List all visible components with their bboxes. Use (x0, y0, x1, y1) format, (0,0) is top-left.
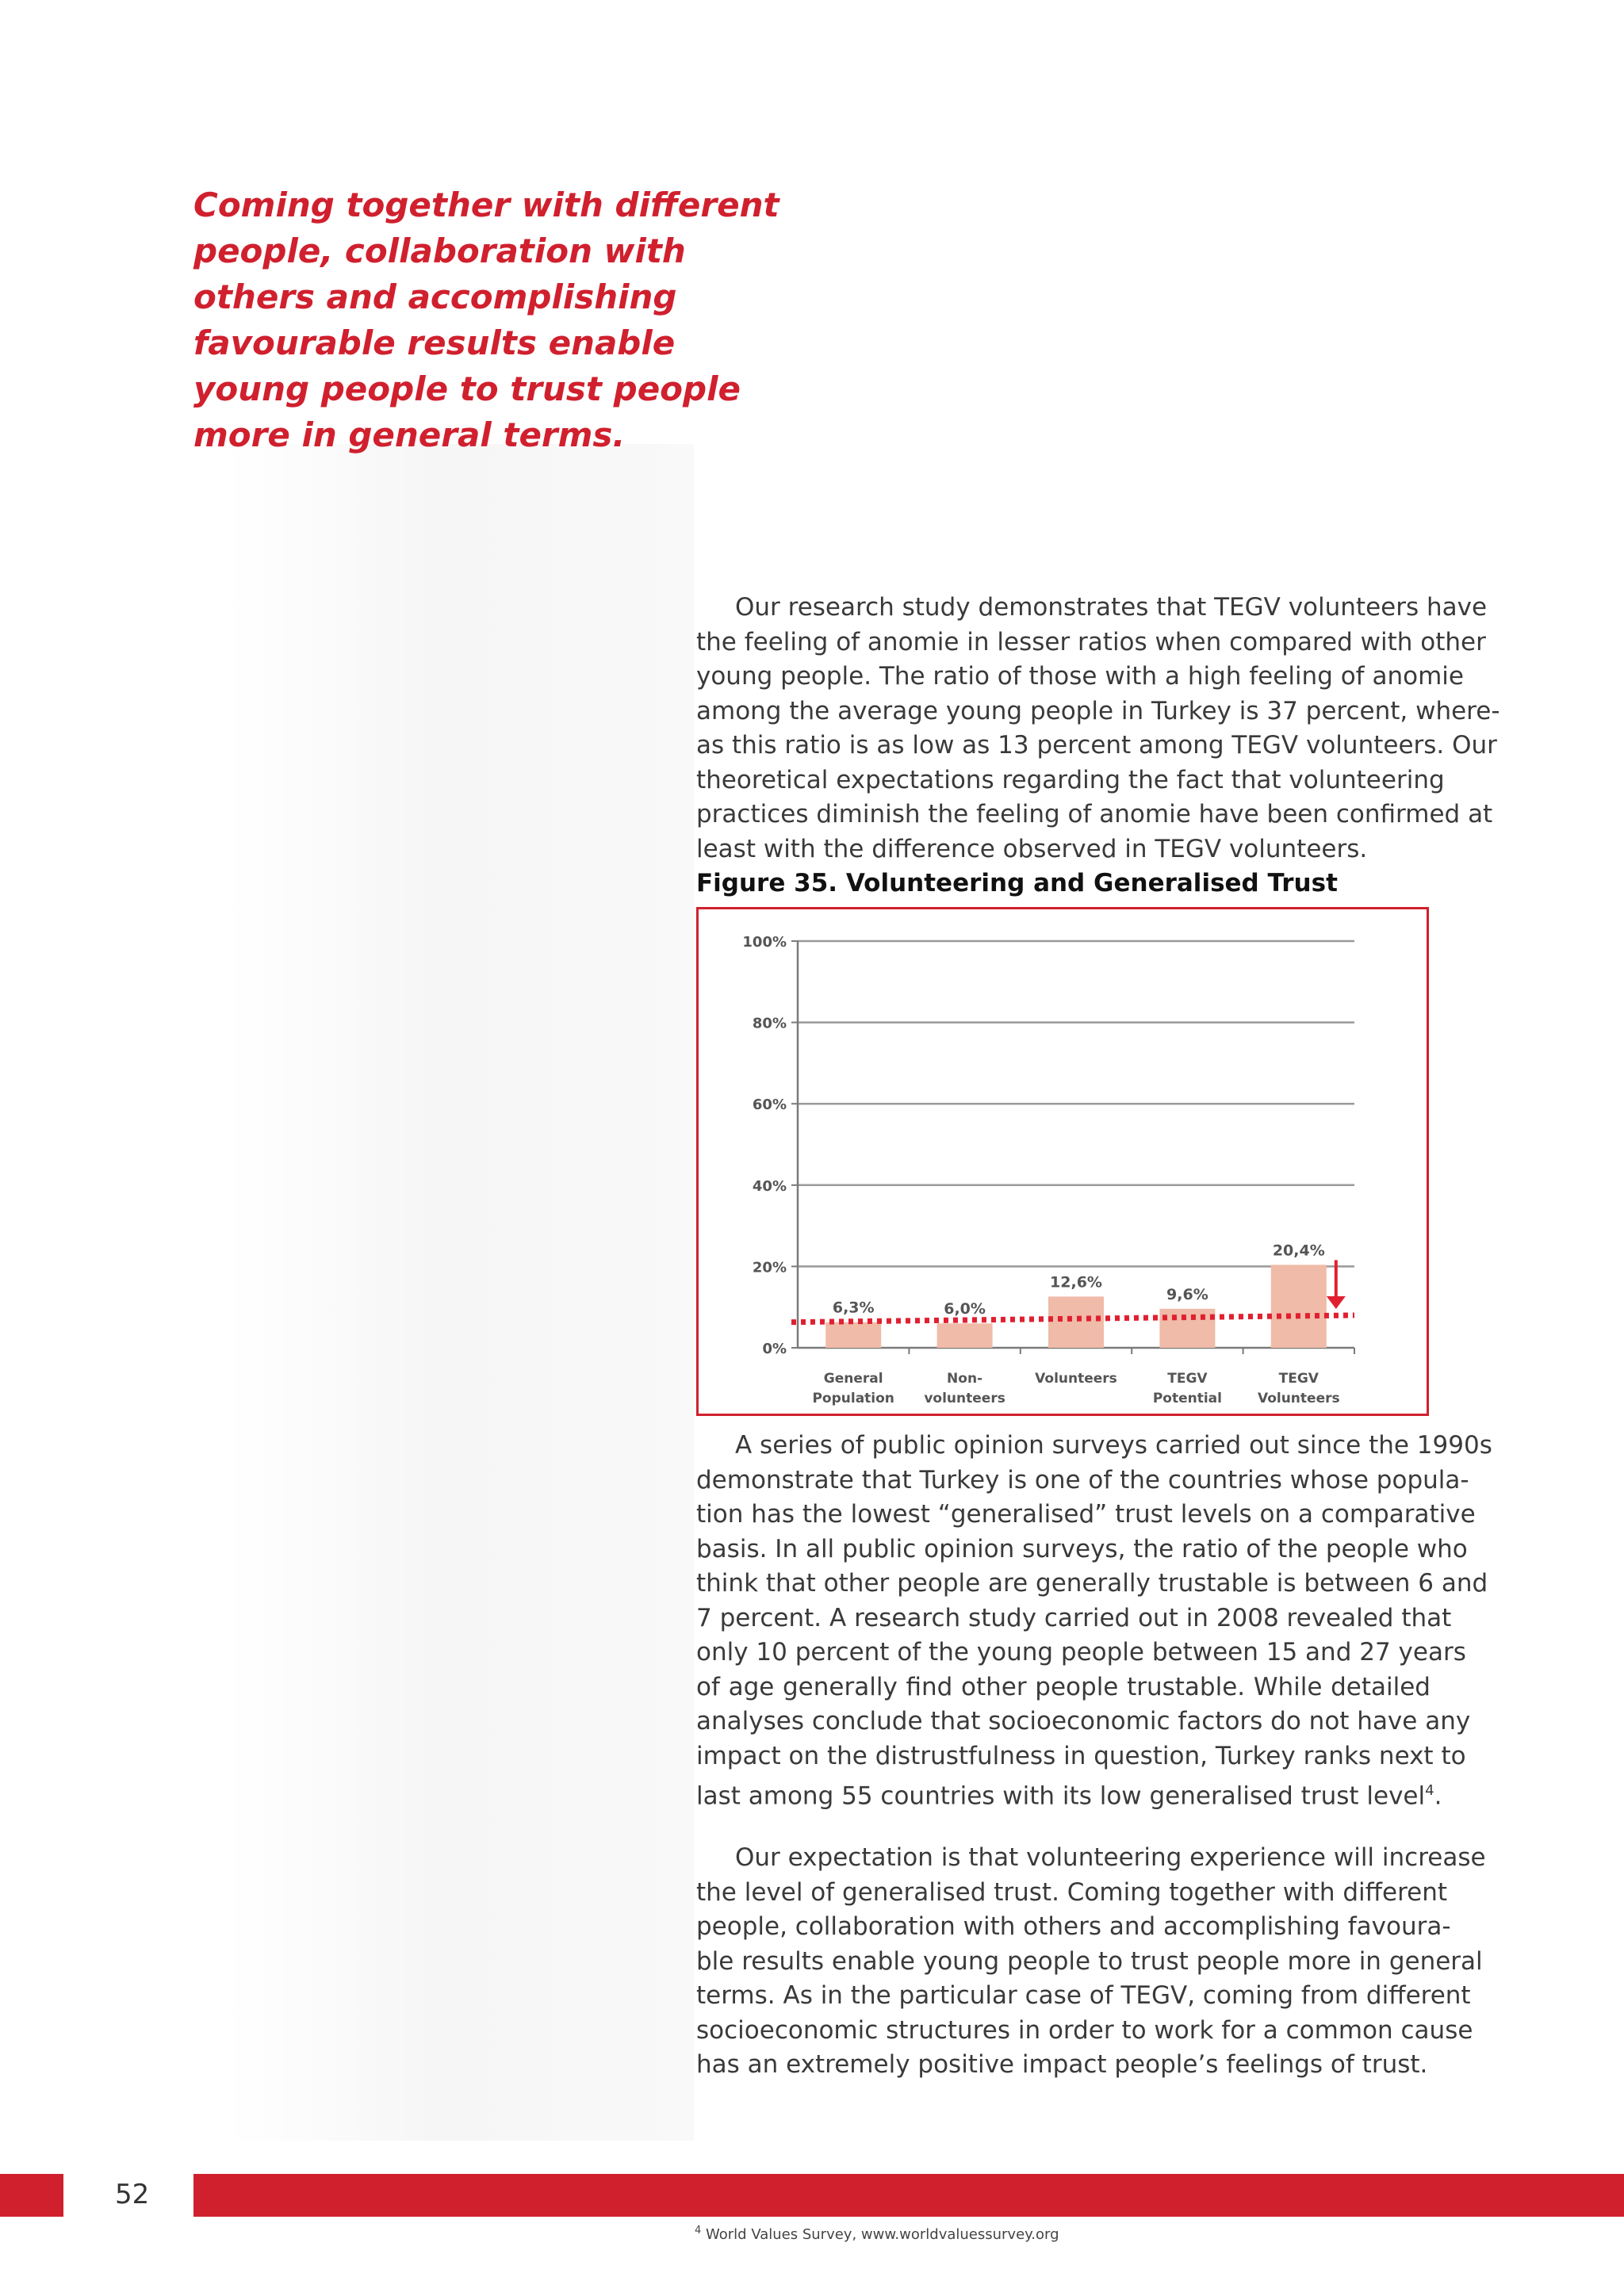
footer-bar-left (0, 2174, 63, 2217)
x-tick-label: TEGV (1278, 1371, 1319, 1387)
footnote-text: World Values Survey, www.worldvaluessurvey.org (706, 2226, 1059, 2243)
page-number: 52 (115, 2179, 150, 2210)
pull-quote-line: more in general terms. (193, 415, 626, 454)
text-line: impact on the distrustfulness in question, Turkey ranks next to (696, 1741, 1466, 1770)
figure-title: Figure 35. Volunteering and Generalised Trust (696, 869, 1338, 897)
text-fragment: last among 55 countries with its low generalised trust level (696, 1781, 1426, 1811)
arrow-down-icon (1327, 1296, 1346, 1309)
text-line: theoretical expectations regarding the fact that volunteering (696, 765, 1445, 794)
text-line: the feeling of anomie in lesser ratios when compared with other (696, 627, 1486, 656)
text-line: the level of generalised trust. Coming together with different (696, 1877, 1448, 1907)
text-line: has an extremely positive impact people’s feelings of trust. (696, 2050, 1428, 2079)
x-tick-label: Non- (947, 1371, 983, 1387)
bar (825, 1322, 881, 1348)
footer-bar-right (193, 2174, 1624, 2217)
data-label: 6,0% (944, 1300, 986, 1318)
body-paragraph-1 (696, 591, 1500, 867)
text-line: socioeconomic structures in order to work for a common cause (696, 2015, 1473, 2045)
sentence-end: . (1434, 1781, 1442, 1811)
x-tick-label: Potential (1152, 1391, 1222, 1406)
text-line: Our expectation is that volunteering experience will increase (735, 1843, 1486, 1872)
data-label: 20,4% (1272, 1242, 1325, 1260)
pull-quote-line: favourable results enable (193, 323, 676, 362)
pull-quote-line: people, collaboration with (193, 232, 686, 270)
footnote (695, 2225, 1059, 2243)
text-line: people, collaboration with others and accomplishing favoura- (696, 1912, 1451, 1941)
pull-quote-line: others and accomplishing (193, 277, 677, 316)
body-paragraph-2 (696, 1429, 1492, 1814)
y-tick-label: 0% (762, 1341, 787, 1357)
text-line: demonstrate that Turkey is one of the countries whose popula- (696, 1465, 1469, 1494)
pull-quote (193, 182, 779, 458)
data-label: 9,6% (1166, 1285, 1208, 1303)
text-line-with-footnote (696, 1774, 1442, 1814)
x-tick-label: volunteers (924, 1391, 1005, 1406)
pull-quote-line: young people to trust people (193, 369, 741, 408)
y-tick-label: 80% (752, 1015, 787, 1032)
text-line: only 10 percent of the young people between 15 and 27 years (696, 1638, 1466, 1667)
y-tick-label: 60% (752, 1096, 787, 1114)
x-tick-label: Volunteers (1035, 1371, 1117, 1387)
text-line: 7 percent. A research study carried out in 2008 revealed that (696, 1603, 1452, 1632)
text-line: think that other people are generally trustable is between 6 and (696, 1569, 1488, 1598)
footnote-reference[interactable]: 4 (1425, 1782, 1434, 1799)
data-label: 6,3% (832, 1299, 875, 1317)
x-tick-label: General (823, 1371, 883, 1387)
text-line: Our research study demonstrates that TEGV volunteers have (735, 593, 1488, 622)
text-line: analyses conclude that socioeconomic factors do not have any (696, 1707, 1471, 1735)
bar (1271, 1265, 1327, 1348)
text-line: of age generally find other people trustable. While detailed (696, 1672, 1431, 1701)
bar (1159, 1309, 1215, 1348)
text-line: among the average young people in Turkey is 37 percent, where- (696, 696, 1500, 725)
y-tick-label: 20% (752, 1259, 787, 1276)
x-tick-label: Population (812, 1391, 894, 1406)
footnote-mark: 4 (695, 2225, 702, 2237)
body-paragraph-3 (696, 1841, 1486, 2083)
x-tick-label: TEGV (1167, 1371, 1208, 1387)
text-line: basis. In all public opinion surveys, the ratio of the people who (696, 1534, 1468, 1563)
y-tick-label: 40% (752, 1177, 787, 1195)
text-line: least with the difference observed in TEGV volunteers. (696, 834, 1368, 863)
bar (1048, 1296, 1104, 1348)
text-line: tion has the lowest “generalised” trust levels on a comparative (696, 1500, 1476, 1529)
x-tick-label: Volunteers (1257, 1391, 1340, 1406)
text-line: as this ratio is as low as 13 percent among TEGV volunteers. Our (696, 731, 1497, 760)
data-label: 12,6% (1050, 1273, 1102, 1292)
text-line: A series of public opinion surveys carried out since the 1990s (735, 1431, 1492, 1460)
pull-quote-line: Coming together with different (193, 186, 779, 224)
text-line: practices diminish the feeling of anomie have been confirmed at (696, 800, 1493, 828)
bar-chart (699, 909, 1427, 1414)
chart-frame (696, 907, 1429, 1416)
y-tick-label: 100% (742, 934, 787, 951)
text-line: young people. The ratio of those with a high feeling of anomie (696, 662, 1464, 691)
text-line: ble results enable young people to trust people more in general (696, 1946, 1483, 1976)
margin-shading (226, 444, 694, 2141)
text-line: terms. As in the particular case of TEGV, coming from different (696, 1981, 1471, 2010)
bar (937, 1323, 993, 1348)
